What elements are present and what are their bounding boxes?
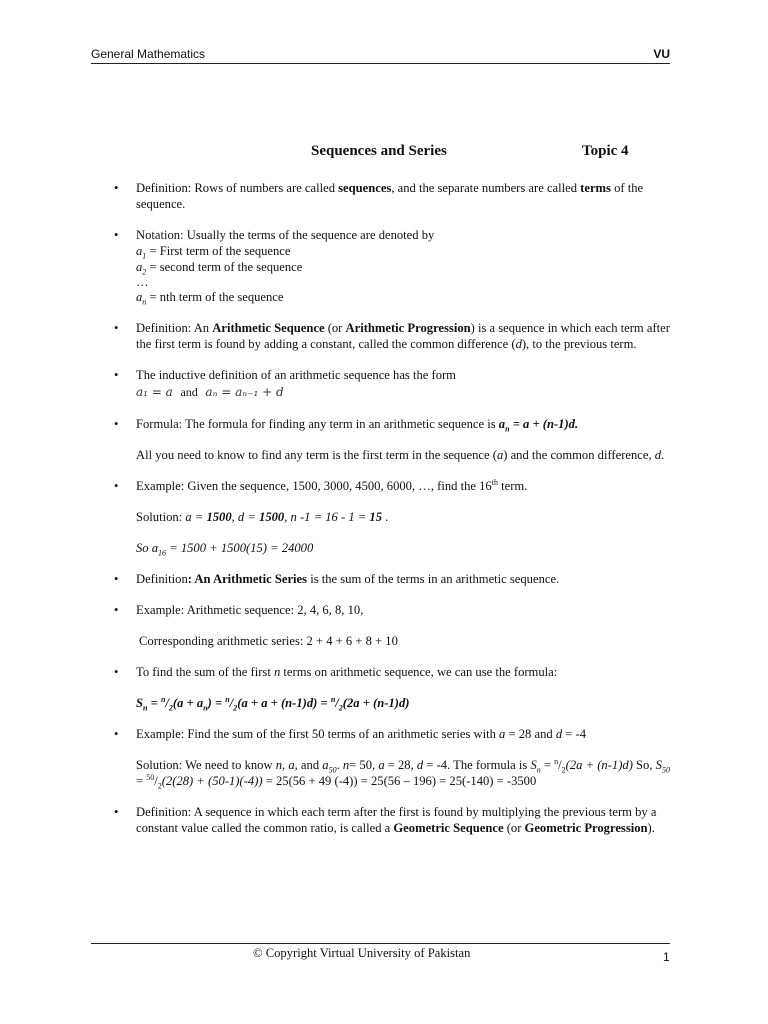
inductive-formula: a₁ = a and aₙ = aₙ₋₁ + d [136,385,284,399]
document-body [114,180,674,836]
example-sum-50-terms: • Example: Find the sum of the first 50 terms of an arithmetic series with a = 28 and d = -4 [114,727,587,741]
bullet: • [114,805,119,819]
notation-line-a2: $a_2$ = second term of the sequence [136,260,303,277]
bullet: • [114,479,119,493]
notation-line-an: $a_n$ = nth term of the sequence [136,290,284,307]
bullet: • [114,603,119,617]
notation-ellipsis: … [136,275,149,289]
bullet: • [114,181,119,195]
page-title: Sequences and Series [311,143,447,159]
copyright-notice: © Copyright Virtual University of Pakistan [253,946,471,960]
bullet: • [114,572,119,586]
sum-formula: $S_n = ^n/_2(a + a_n) = ^n/_2(a + a + (n-1)d) = ^n/_2(2a + (n-1)d)$ [136,694,410,713]
sum-formula-intro: • To find the sum of the first n terms on arithmetic sequence, we can use the formula: [114,665,558,679]
example-solution: Solution: a = 1500, d = 1500, n -1 = 16 - 1 = 15 . [136,510,389,524]
bullet: • [114,228,119,242]
header-university-code: VU [653,47,670,61]
page-header [91,47,670,64]
formula-nth-term: • Formula: The formula for finding any term in an arithmetic sequence is $a_n = a + (n-1)d$. [114,417,579,434]
definition-arithmetic-sequence: • Definition: An Arithmetic Sequence (or Arithmetic Progression) is a sequence in which each term after the first term is found by adding a constant, called the common difference (d), to the previous term. [114,321,670,351]
corresponding-series: Corresponding arithmetic series: 2 + 4 + 6 + 8 + 10 [139,634,398,648]
notation-line-a1: $a_1$ = First term of the sequence [136,244,291,261]
example-result: So $a_{16} = 1500 + 1500(15) = 24000$ [136,541,314,558]
bullet: • [114,665,119,679]
notation-intro: Notation: Usually the terms of the sequence are denoted by [136,228,435,242]
bullet: • [114,368,119,382]
bullet: • [114,417,119,431]
inductive-definition [114,367,674,400]
header-course-title: General Mathematics [91,47,206,61]
topic-label: Topic 4 [582,143,629,159]
definition-arithmetic-series: • Definition: An Arithmetic Series is the sum of the terms in an arithmetic sequence. [114,572,560,586]
footer-divider [91,943,670,944]
definition-sequences: • Definition: Rows of numbers are called sequences, and the separate numbers are called terms of the sequence. [114,181,644,211]
example-arithmetic-sequence: • Example: Arithmetic sequence: 2, 4, 6, 8, 10, [114,603,364,617]
inductive-text: The inductive definition of an arithmetic sequence has the form [136,368,456,382]
sum-example-solution: Solution: We need to know n, a, and $a_{50}$. n= 50, a = 28, d = -4. The formula is $S_n = ^n/_2(2a + (n-1)d)$ So, $S_{50} = ^{50}/_2(2(28) + (50-1)(-4)) = 25(56 + 49$ (-4)) = 25(56 – 196) = 25(-140) = -3500 [136,756,670,791]
example-16th-term: • Example: Given the sequence, 1500, 3000, 4500, 6000, …, find the 16th term. [114,477,528,493]
definition-geometric-sequence: • Definition: A sequence in which each term after the first is found by multiplying the previous term by a constant value called the common ratio, is called a Geometric Sequence (or Geometric Progression). [114,805,657,835]
page-number: 1 [663,950,670,964]
formula-explanation: All you need to know to find any term is the first term in the sequence (a) and the common difference, d. [136,448,665,462]
bullet: • [114,727,119,741]
bullet: • [114,321,119,335]
notation-block [114,227,674,305]
